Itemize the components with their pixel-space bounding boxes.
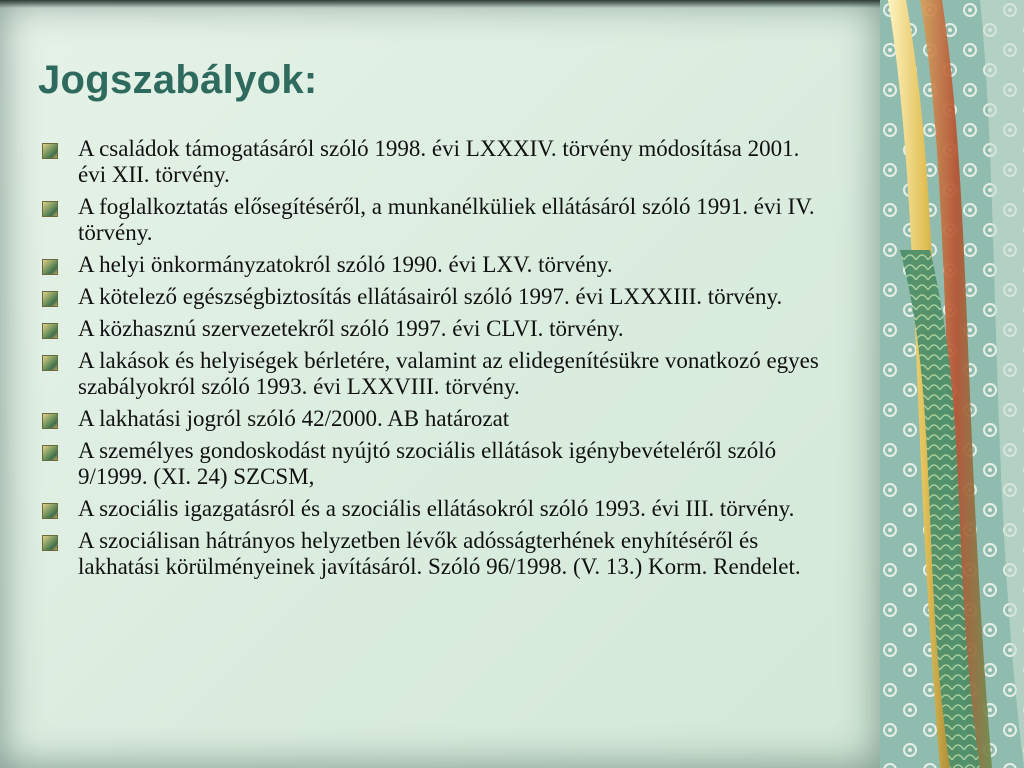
list-item (40, 496, 830, 522)
square-bullet-icon (42, 291, 58, 307)
list-item (40, 438, 830, 490)
slide-title: Jogszabályok: (38, 58, 318, 102)
list-item-text: A szociális igazgatásról és a szociális ellátásokról szóló 1993. évi III. törvény. (78, 496, 795, 521)
list-item (40, 406, 830, 432)
square-bullet-icon (42, 323, 58, 339)
list-item (40, 348, 830, 400)
list-item (40, 252, 830, 278)
list-item-text: A kötelező egészségbiztosítás ellátásairól szóló 1997. évi LXXXIII. törvény. (78, 284, 783, 309)
square-bullet-icon (42, 201, 58, 217)
list-item-text: A szociálisan hátrányos helyzetben lévők adósságterhének enyhítéséről és lakhatási körülményeinek javításáról. Szóló 96/1998. (V. 13.) Korm. Rendelet. (78, 528, 801, 579)
square-bullet-icon (42, 503, 58, 519)
list-item-text: A személyes gondoskodást nyújtó szociális ellátások igénybevételéről szóló 9/1999. (XI. 24) SZCSM, (78, 438, 777, 489)
list-item-text: A közhasznú szervezetekről szóló 1997. évi CLVI. törvény. (78, 316, 624, 341)
list-item-text: A foglalkoztatás elősegítéséről, a munkanélküliek ellátásáról szóló 1991. évi IV. törvény. (78, 194, 815, 245)
list-item (40, 316, 830, 342)
list-item-text: A lakások és helyiségek bérletére, valamint az elidegenítésükre vonatkozó egyes szabályokról szóló 1993. évi LXXVIII. törvény. (78, 348, 819, 399)
list-item (40, 284, 830, 310)
square-bullet-icon (42, 535, 58, 551)
list-item-text: A családok támogatásáról szóló 1998. évi LXXXIV. törvény módosítása 2001. évi XII. törvény. (78, 136, 800, 187)
decorative-drapery (880, 0, 1024, 768)
square-bullet-icon (42, 143, 58, 159)
list-item (40, 136, 830, 188)
square-bullet-icon (42, 355, 58, 371)
list-item-text: A helyi önkormányzatokról szóló 1990. évi LXV. törvény. (78, 252, 613, 277)
list-item (40, 528, 830, 580)
square-bullet-icon (42, 259, 58, 275)
square-bullet-icon (42, 445, 58, 461)
bullet-list (40, 136, 830, 586)
list-item-text: A lakhatási jogról szóló 42/2000. AB határozat (78, 406, 510, 431)
list-item (40, 194, 830, 246)
square-bullet-icon (42, 413, 58, 429)
